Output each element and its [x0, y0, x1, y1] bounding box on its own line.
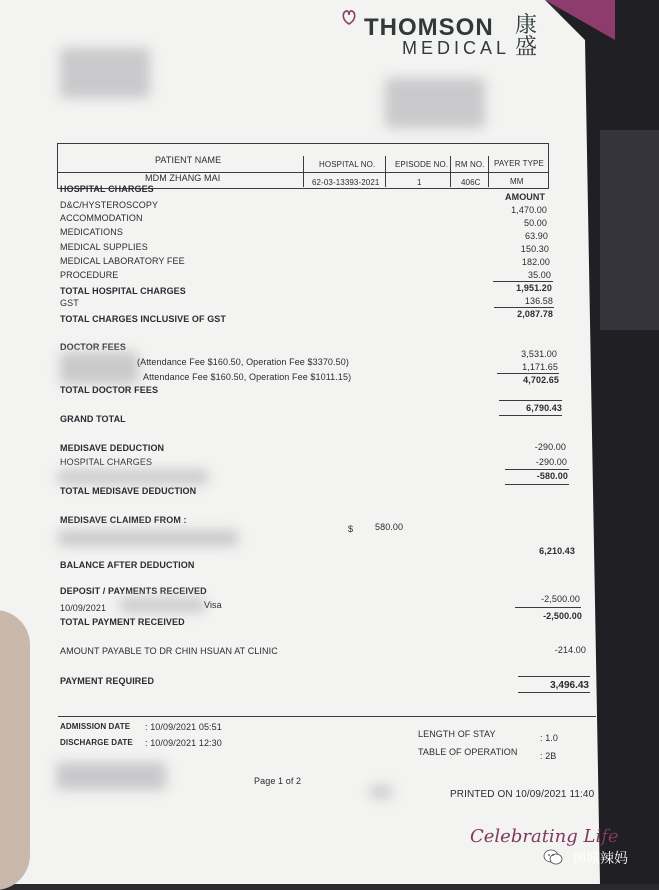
redacted-address [60, 48, 150, 98]
hospital-charges-title: HOSPITAL CHARGES [60, 184, 154, 194]
deposit-method: Visa [204, 600, 222, 610]
logo-sub: MEDICAL [402, 38, 511, 58]
header-patient-name: PATIENT NAME [155, 155, 222, 165]
charge-amount: 50.00 [523, 218, 547, 228]
charge-label: D&C/HYSTEROSCOPY [60, 200, 159, 210]
printed-on: PRINTED ON 10/09/2021 11:40 [450, 789, 595, 800]
charge-amount: 182.00 [521, 257, 550, 267]
grand-total: 6,790.43 [526, 403, 562, 413]
medisave-sub-amount: -290.00 [535, 457, 567, 467]
rm-no: 406C [461, 178, 481, 187]
medisave-claimed: 580.00 [375, 522, 404, 532]
total-hospital-charges: 1,951.20 [516, 283, 552, 293]
orchid-logo-icon [340, 8, 358, 26]
medisave-sub-label: HOSPITAL CHARGES [60, 457, 153, 467]
discharge-date: : 10/09/2021 12:30 [145, 738, 222, 748]
deposit-amount: -2,500.00 [541, 594, 580, 604]
charge-amount: 35.00 [527, 270, 551, 280]
gst-label: GST [60, 298, 79, 308]
doctor-fee-amount: 1,171.65 [522, 362, 558, 372]
page-number: Page 1 of 2 [254, 776, 302, 786]
header-hospital-no: HOSPITAL NO. [319, 160, 376, 169]
watermark-text: 狮城辣妈 [572, 850, 628, 866]
redacted-card [120, 598, 205, 612]
redacted-contact [385, 78, 485, 128]
charge-amount: 1,470.00 [511, 205, 547, 215]
redacted-doctor-names [60, 352, 138, 384]
medisave-title: MEDISAVE DEDUCTION [60, 443, 165, 453]
clinic-value: -214.00 [554, 645, 586, 655]
deposit-date: 10/09/2021 [60, 603, 107, 613]
redacted-medisave [58, 470, 208, 484]
charge-label: MEDICAL LABORATORY FEE [60, 256, 185, 266]
total-incl-gst: 2,087.78 [517, 309, 553, 319]
payment-required-label: PAYMENT REQUIRED [60, 676, 155, 686]
balance-value: 6,210.43 [539, 546, 575, 556]
clinic-label: AMOUNT PAYABLE TO DR CHIN HSUAN AT CLINIC [60, 646, 278, 656]
charge-label: ACCOMMODATION [60, 213, 143, 223]
total-doctor-fees: 4,702.65 [523, 375, 559, 385]
charge-label: MEDICATIONS [60, 227, 123, 237]
header-payer-type: PAYER TYPE [494, 159, 544, 168]
redacted-medisave-account [58, 530, 238, 546]
redacted-footer [56, 762, 166, 790]
medisave-claimed-label: MEDISAVE CLAIMED FROM : [60, 515, 187, 525]
doctor-fee-line: (Attendance Fee $160.50, Operation Fee $3370.50) [137, 357, 349, 367]
doctor-fee-amount: 3,531.00 [521, 349, 557, 359]
hospital-no: 62-03-13393-2021 [312, 178, 380, 187]
total-payment: -2,500.00 [543, 611, 582, 621]
payment-required: 3,496.43 [550, 680, 589, 691]
redacted-footer-code [370, 786, 392, 798]
currency-symbol: $ [348, 524, 354, 534]
doctor-fees-title: DOCTOR FEES [60, 342, 126, 352]
table-of-operation-label: TABLE OF OPERATION [418, 747, 518, 757]
total-incl-gst-label: TOTAL CHARGES INCLUSIVE OF GST [60, 314, 227, 324]
logo-cjk: 康盛 [515, 12, 538, 59]
balance-label: BALANCE AFTER DEDUCTION [60, 560, 195, 570]
discharge-date-label: DISCHARGE DATE [60, 738, 133, 747]
background-object [600, 130, 659, 330]
total-doctor-fees-label: TOTAL DOCTOR FEES [60, 385, 159, 395]
deposit-title: DEPOSIT / PAYMENTS RECEIVED [60, 586, 207, 596]
gst-amount: 136.58 [524, 296, 553, 306]
header-episode-no: EPISODE NO. [395, 160, 449, 169]
charge-label: PROCEDURE [60, 270, 119, 280]
grand-total-label: GRAND TOTAL [60, 414, 126, 424]
tagline: Celebrating Life [470, 826, 619, 847]
length-of-stay-label: LENGTH OF STAY [418, 729, 496, 739]
charge-amount: 63.90 [524, 231, 548, 241]
length-of-stay: : 1.0 [540, 733, 559, 743]
admission-date-label: ADMISSION DATE [60, 722, 131, 731]
patient-name: MDM ZHANG MAI [145, 173, 221, 183]
total-hospital-charges-label: TOTAL HOSPITAL CHARGES [60, 286, 186, 296]
finger [0, 610, 30, 890]
episode-no: 1 [417, 178, 422, 187]
payer-type: MM [510, 177, 524, 186]
logo-name: THOMSON [364, 14, 494, 41]
total-payment-label: TOTAL PAYMENT RECEIVED [60, 617, 185, 627]
amount-header: AMOUNT [505, 192, 546, 202]
doctor-fee-line: Attendance Fee $160.50, Operation Fee $1011.15) [143, 372, 352, 382]
table-of-operation: : 2B [540, 751, 557, 761]
total-medisave: -580.00 [536, 471, 568, 481]
wechat-icon [543, 848, 563, 866]
admission-date: : 10/09/2021 05:51 [145, 722, 222, 732]
charge-label: MEDICAL SUPPLIES [60, 242, 148, 252]
charge-amount: 150.30 [520, 244, 549, 254]
header-rm-no: RM NO. [455, 160, 485, 169]
medisave-amount: -290.00 [534, 442, 566, 452]
total-medisave-label: TOTAL MEDISAVE DEDUCTION [60, 486, 197, 496]
